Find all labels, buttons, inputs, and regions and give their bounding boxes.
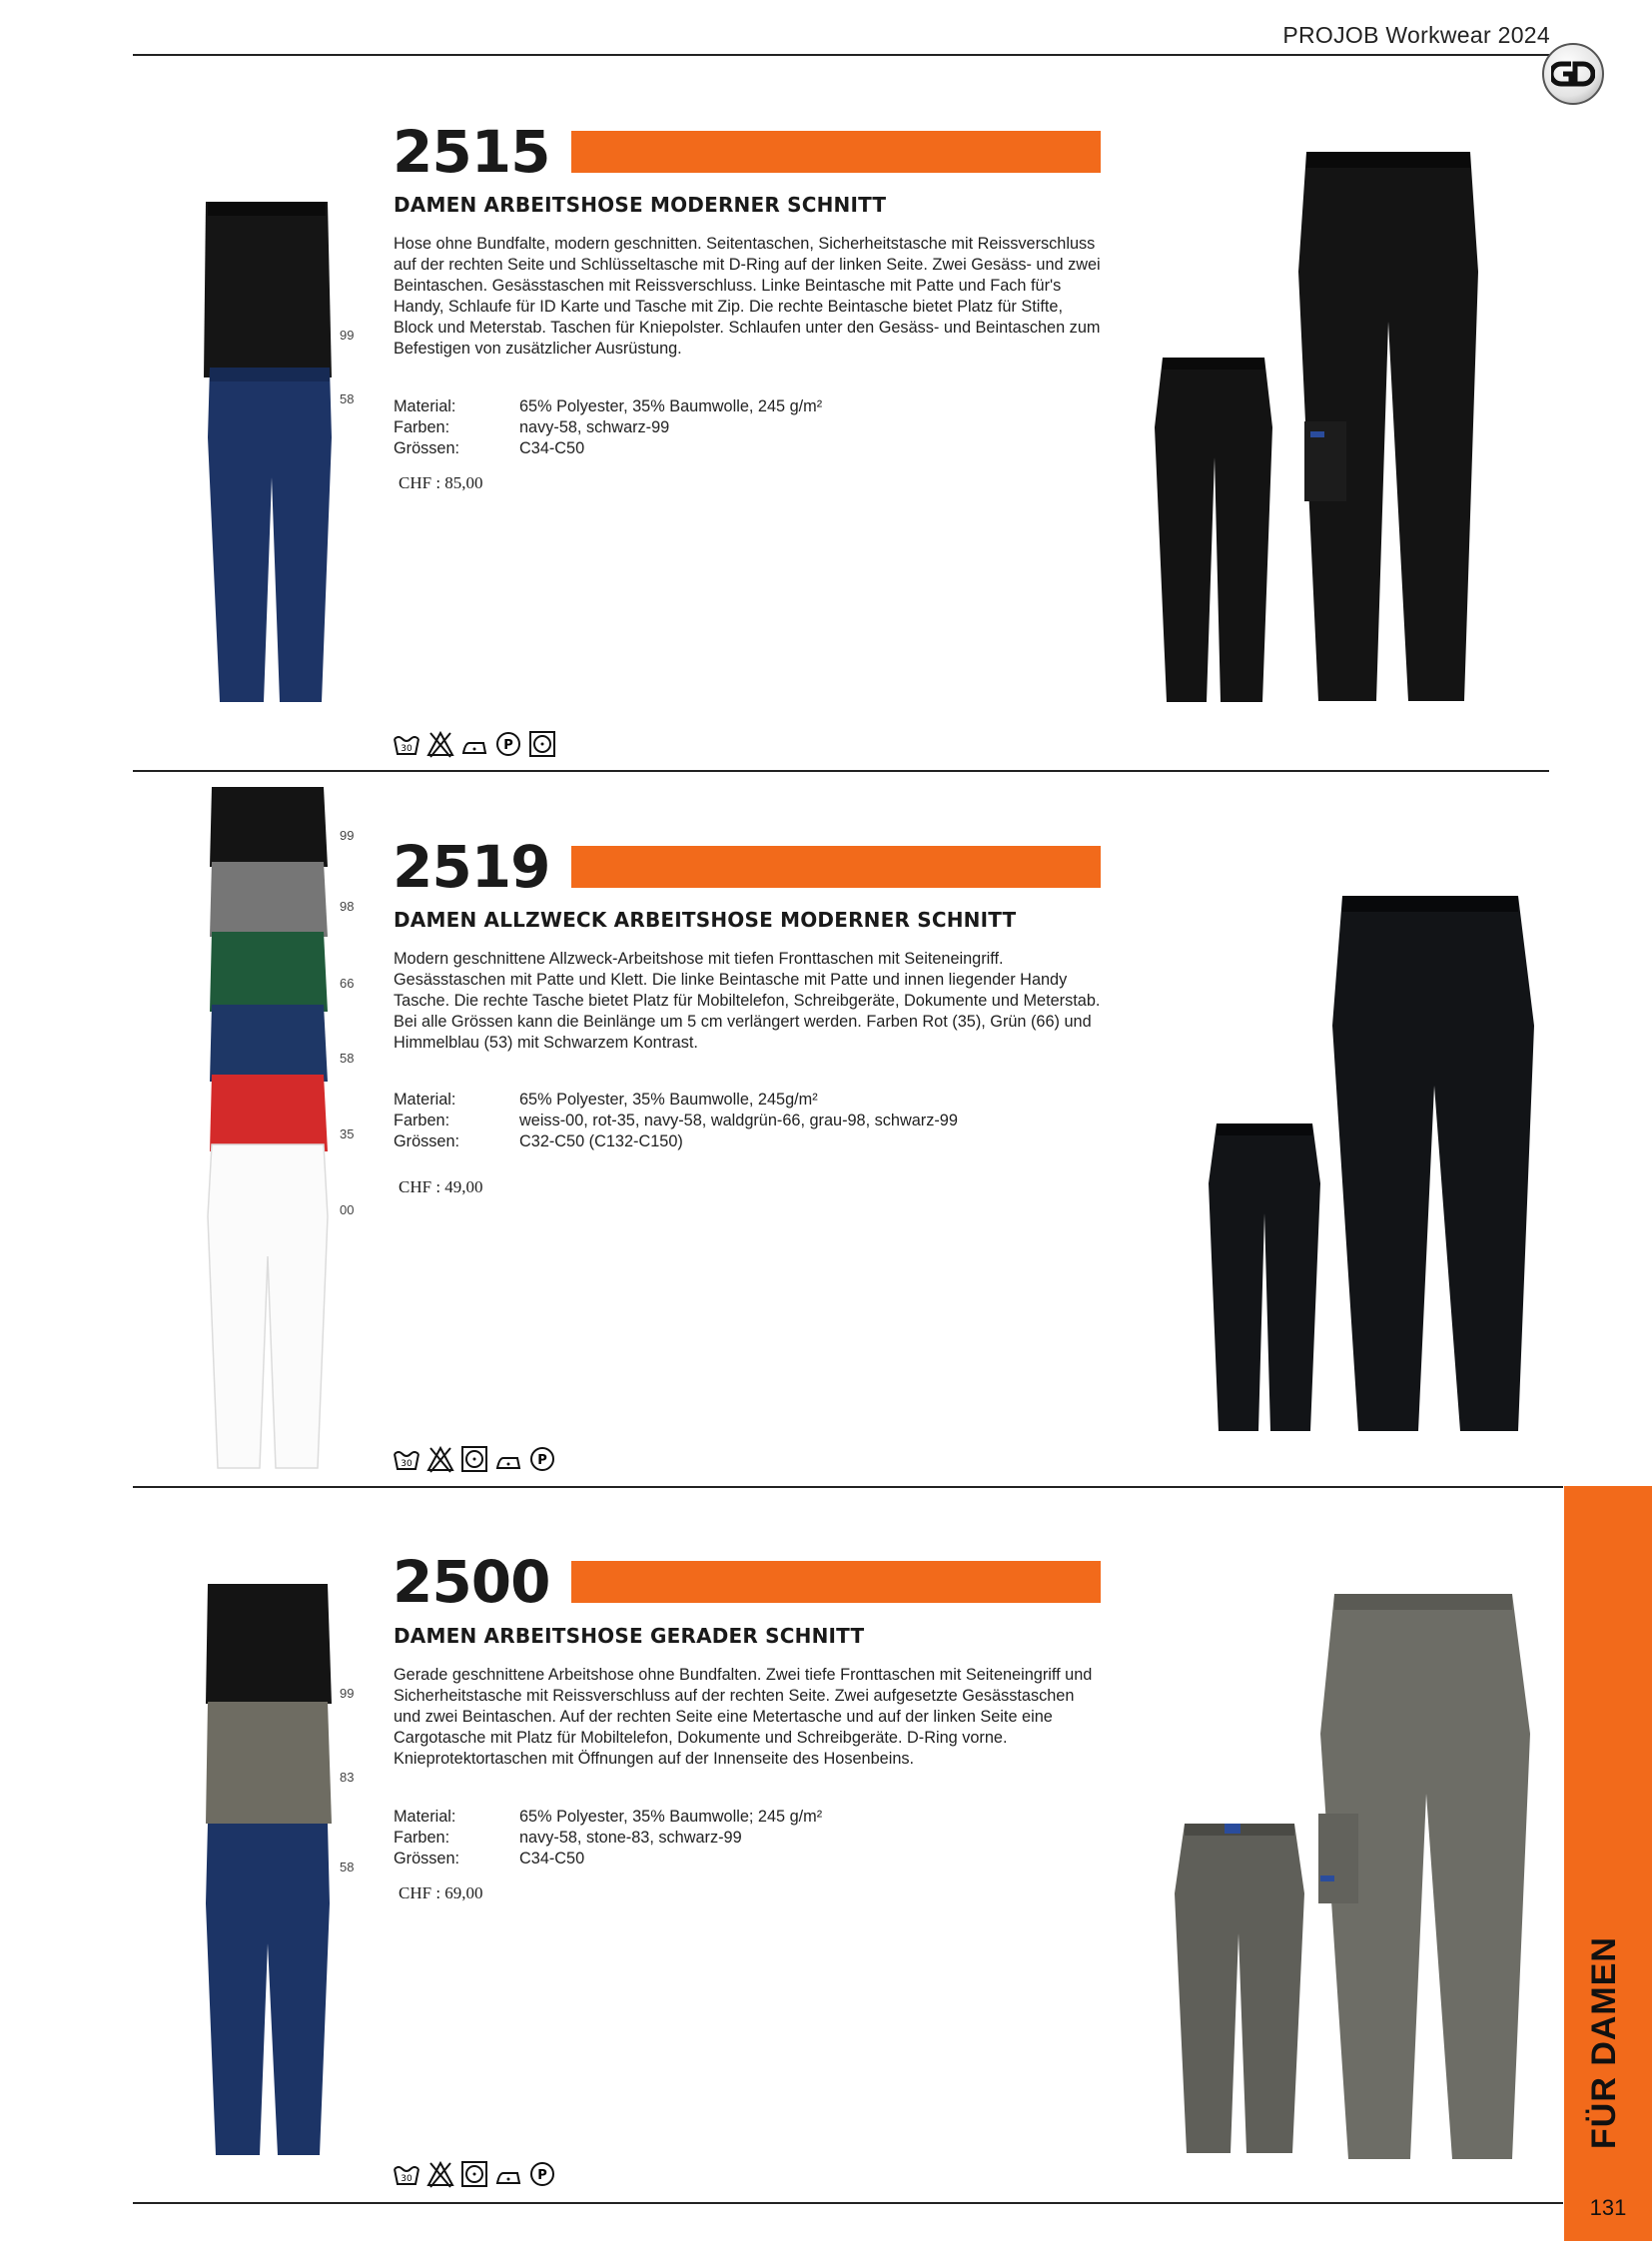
material-label: Material:: [394, 1808, 456, 1826]
tumble-dry-icon: [459, 1444, 489, 1474]
material-label: Material:: [394, 397, 456, 415]
product-number: 2515: [393, 118, 550, 186]
swatch-code: 83: [340, 1770, 355, 1785]
iron-icon: [493, 2159, 523, 2189]
tumble-dry-icon: [459, 2159, 489, 2189]
swatch-code: 58: [340, 391, 355, 406]
swatch-code: 99: [340, 828, 355, 843]
sizes-value: C34-C50: [519, 439, 585, 457]
product-title: DAMEN ALLZWECK ARBEITSHOSE MODERNER SCHNITT: [394, 908, 1017, 932]
product-number: 2500: [393, 1548, 550, 1616]
swatch-code: 58: [340, 1051, 355, 1066]
material-value: 65% Polyester, 35% Baumwolle, 245g/m²: [519, 1091, 818, 1109]
product-specs: [394, 1807, 822, 1869]
footer-divider: [133, 2202, 1563, 2204]
orange-bar: [571, 131, 1101, 173]
product-photo-back: [1205, 1123, 1324, 1433]
colors-value: navy-58, schwarz-99: [519, 418, 670, 436]
swatch-code: 99: [340, 328, 355, 343]
swatch-code: 98: [340, 899, 355, 914]
product-specs: [394, 1090, 958, 1152]
sizes-label: Grössen:: [394, 1850, 460, 1868]
page-number: 131: [1589, 2195, 1627, 2220]
sizes-label: Grössen:: [394, 439, 460, 457]
dryclean-p-icon: [527, 1444, 557, 1474]
colors-label: Farben:: [394, 1829, 450, 1847]
swatch-code: 58: [340, 1860, 355, 1874]
svg-text:30: 30: [401, 2174, 413, 2184]
product-price: CHF : 69,00: [399, 1883, 483, 1902]
product-price: CHF : 49,00: [399, 1177, 483, 1196]
sizes-value: C32-C50 (C132-C150): [519, 1132, 683, 1150]
swatch-stack: [202, 1584, 336, 2158]
care-symbols: [392, 1444, 557, 1474]
gd-logo-icon: [1542, 43, 1604, 105]
product-specs: [394, 396, 822, 459]
product-price: CHF : 85,00: [399, 473, 483, 492]
orange-bar: [571, 1561, 1101, 1603]
swatch-code: 66: [340, 976, 355, 991]
section-divider: [133, 770, 1549, 772]
colors-label: Farben:: [394, 1112, 450, 1129]
wash-30-icon: [392, 2159, 421, 2189]
product-description: Gerade geschnittene Arbeitshose ohne Bundfalten. Zwei tiefe Fronttaschen mit Seiteneingriff und Sicherheitstasche mit Reissverschluss auf der rechten Seite. Zwei aufgesetzte Gesässtaschen und zwei Beintaschen. Auf der rechten Seite eine Metertasche und auf der linken Seite eine Cargotasche mit Platz für Mobiltelefon, Dokumente und Schreibgeräte. D-Ring vorne. Knieprotektortaschen mit Öffnungen auf der Innenseite des Hosenbeins.: [394, 1666, 1093, 1768]
no-bleach-icon: [425, 729, 455, 759]
material-value: 65% Polyester, 35% Baumwolle, 245 g/m²: [519, 397, 823, 415]
catalog-title: PROJOB Workwear 2024: [1282, 22, 1550, 48]
product-description: Hose ohne Bundfalte, modern geschnitten. Seitentaschen, Sicherheitstasche mit Reissverschluss auf der rechten Seite und Schlüsseltasche mit D-Ring auf der linken Seite. Zwei Gesäss- und zwei Beintaschen. Gesässtaschen mit Reissverschluss. Linke Beintasche mit Patte und Fach für's Handy, Schlaufe für ID Karte und Tasche mit Zip. Die rechte Beintasche bietet Platz für Stifte, Block und Meterstab. Taschen für Kniepolster. Schlaufen unter den Gesäss- und Beintaschen zum Befestigen von zusätzlicher Ausrüstung.: [394, 235, 1101, 358]
swatch-code: 35: [340, 1126, 355, 1141]
product-photo-front-small: [1149, 358, 1278, 707]
tumble-dry-icon: [527, 729, 557, 759]
care-symbols: [392, 729, 557, 759]
dryclean-p-icon: [527, 2159, 557, 2189]
header-divider: [133, 54, 1549, 56]
svg-text:P: P: [503, 738, 513, 753]
colors-value: weiss-00, rot-35, navy-58, waldgrün-66, grau-98, schwarz-99: [519, 1112, 958, 1129]
material-label: Material:: [394, 1091, 456, 1109]
product-photo-front: [1312, 1594, 1536, 2163]
orange-bar: [571, 846, 1101, 888]
svg-text:P: P: [537, 2168, 547, 2183]
dryclean-p-icon: [493, 729, 523, 759]
svg-text:P: P: [537, 1453, 547, 1468]
swatch-code: 00: [340, 1202, 355, 1217]
sizes-label: Grössen:: [394, 1132, 460, 1150]
swatch-stack: [204, 787, 334, 1471]
colors-value: navy-58, stone-83, schwarz-99: [519, 1829, 742, 1847]
product-photo-side: [1288, 152, 1488, 706]
section-divider: [133, 1486, 1563, 1488]
swatch-image-navy: [206, 368, 336, 707]
wash-30-icon: [392, 1444, 421, 1474]
material-value: 65% Polyester, 35% Baumwolle; 245 g/m²: [519, 1808, 823, 1826]
sizes-value: C34-C50: [519, 1850, 585, 1868]
no-bleach-icon: [425, 1444, 455, 1474]
product-photo-front: [1322, 896, 1542, 1435]
section-tab: FÜR DAMEN 131: [1564, 1486, 1652, 2241]
swatch-code: 99: [340, 1686, 355, 1701]
product-photo-back: [1171, 1824, 1308, 2157]
care-symbols: [392, 2159, 557, 2189]
iron-icon: [493, 1444, 523, 1474]
product-description: Modern geschnittene Allzweck-Arbeitshose mit tiefen Fronttaschen mit Seiteneingriff. Gesässtaschen mit Patte und Klett. Die linke Beintasche mit Patte und innen liegender Handy Tasche. Die rechte Tasche bietet Platz für Mobiltelefon, Schreibgeräte, Dokumente und Meterstab. Bei alle Grössen kann die Beinlänge um 5 cm verlängert werden. Farben Rot (35), Grün (66) und Himmelblau (53) mit Schwarzem Kontrast.: [394, 950, 1101, 1052]
iron-icon: [459, 729, 489, 759]
product-title: DAMEN ARBEITSHOSE GERADER SCHNITT: [394, 1624, 865, 1648]
wash-30-icon: [392, 729, 421, 759]
product-number: 2519: [393, 833, 550, 901]
colors-label: Farben:: [394, 418, 450, 436]
no-bleach-icon: [425, 2159, 455, 2189]
product-title: DAMEN ARBEITSHOSE MODERNER SCHNITT: [394, 193, 887, 217]
svg-text:30: 30: [401, 744, 413, 754]
svg-text:30: 30: [401, 1459, 413, 1469]
